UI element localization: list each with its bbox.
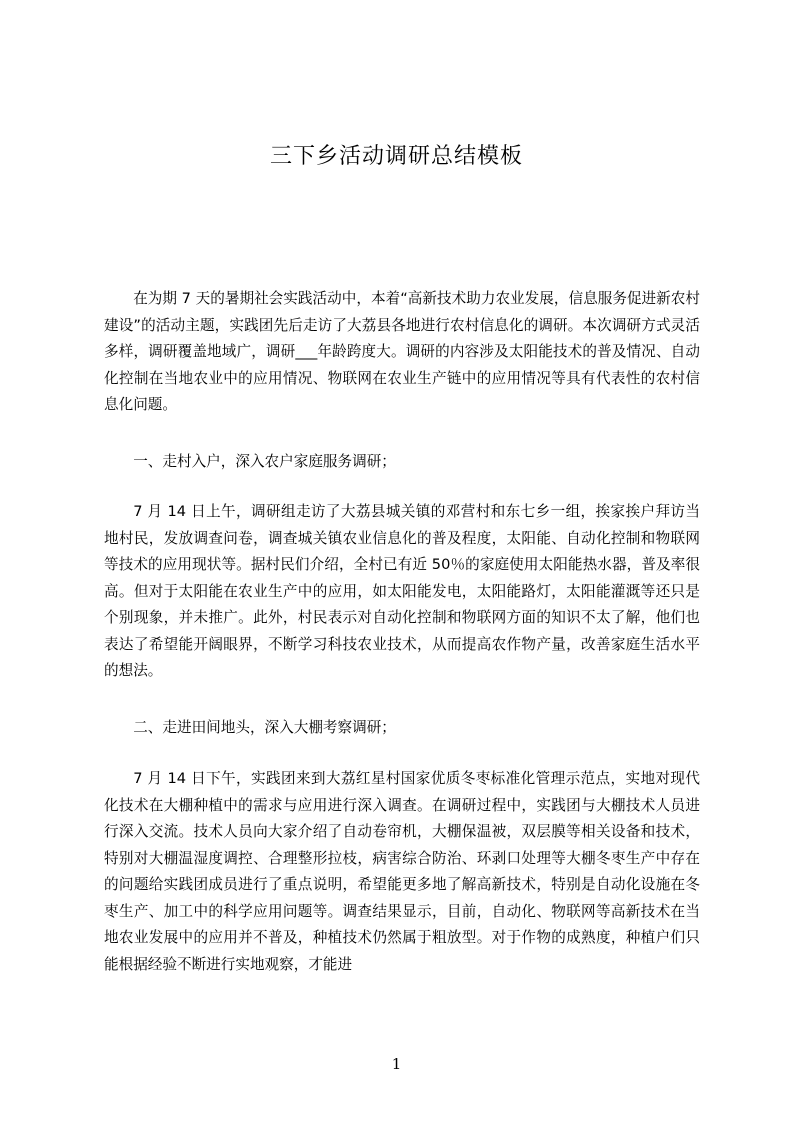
section-heading-1: 一、走村入户，深入农户家庭服务调研； [133,453,396,470]
section-heading-2: 二、走进田间地头，深入大棚考察调研； [133,719,396,736]
section-1-paragraph: 7 月 14 日上午，调研组走访了大荔县城关镇的邓营村和东七乡一组，挨家挨户拜访当地村民，发放调查问卷，调查城关镇农业信息化的普及程度，太阳能、自动化控制和物联网等技术的应用现状等。据村民们介绍，全村已有近 50％的家庭使用太阳能热水器，普及率很高。但对于太阳能在农业生产中的应用，如太阳能发电，太阳能路灯，太阳能灌溉等还只是个别现象，并未推广。此外，村民表示对自动化控制和物联网方面的知识不太了解，他们也表达了希望能开阔眼界，不断学习科技农业技术，从而提高农作物产量，改善家庭生活水平的想法。 [104,503,700,679]
page-number: 1 [391,1055,402,1073]
intro-paragraph: 在为期 7 天的暑期社会实践活动中，本着“高新技术助力农业发展，信息服务促进新农村建设”的活动主题，实践团先后走访了大荔县各地进行农村信息化的调研。本次调研方式灵活多样，调研覆盖地域广，调研___年龄跨度大。调研的内容涉及太阳能技术的普及情况、自动化控制在当地农业中的应用情况、物联网在农业生产链中的应用情况等具有代表性的农村信息化问题。 [104,290,700,413]
section-2-paragraph: 7 月 14 日下午，实践团来到大荔红星村国家优质冬枣标准化管理示范点，实地对现代化技术在大棚种植中的需求与应用进行深入调查。在调研过程中，实践团与大棚技术人员进行深入交流。技术人员向大家介绍了自动卷帘机，大棚保温被，双层膜等相关设备和技术，特别对大棚温湿度调控、合理整形拉枝，病害综合防治、环剥口处理等大棚冬枣生产中存在的问题给实践团成员进行了重点说明，希望能更多地了解高新技术，特别是自动化设施在冬枣生产、加工中的科学应用问题等。调查结果显示，目前，自动化、物联网等高新技术在当地农业发展中的应用并不普及，种植技术仍然属于粗放型。对于作物的成熟度，种植户们只能根据经验不断进行实地观察，才能进 [104,770,700,973]
document-title: 三下乡活动调研总结模板 [269,144,523,169]
